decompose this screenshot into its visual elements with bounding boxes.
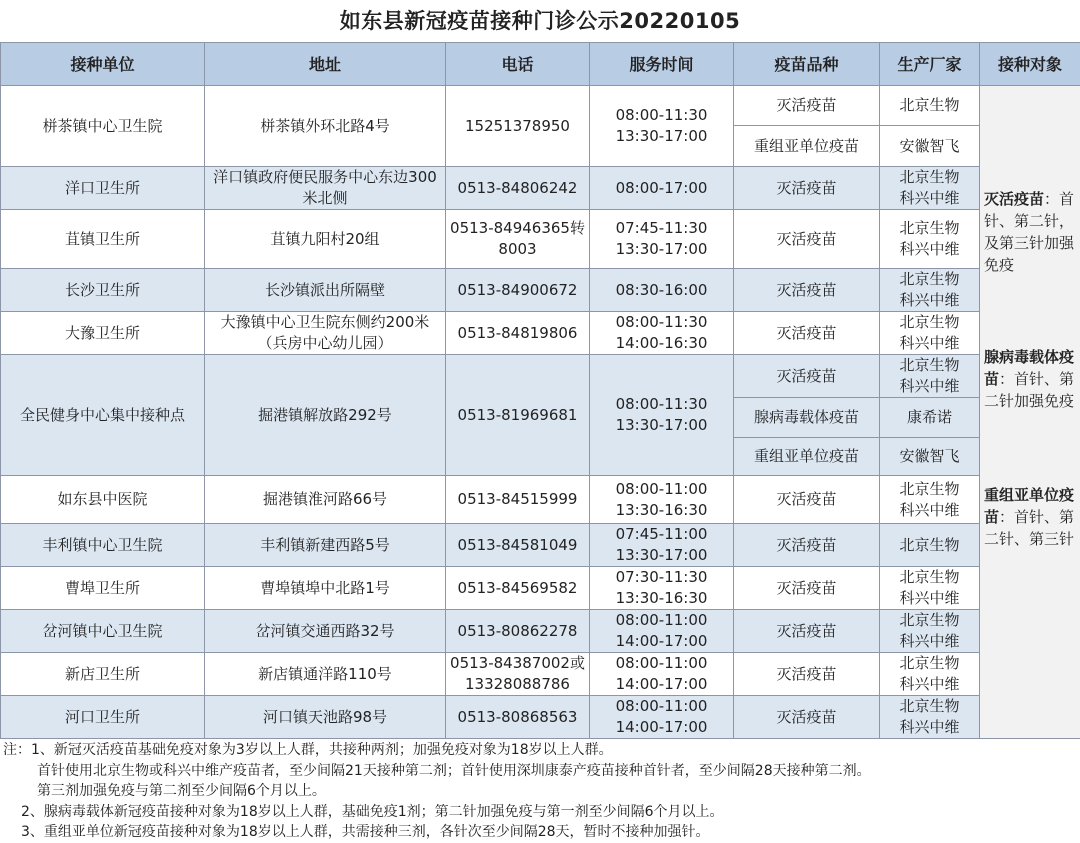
cell-vaccine-type: 灭活疫苗 <box>734 269 880 312</box>
note-line: 3、重组亚单位新冠疫苗接种对象为18岁以上人群，共需接种三剂，各针次至少间隔28天，暂时不接种加强针。 <box>3 822 1080 843</box>
cell-time: 08:00-11:30 13:30-17:00 <box>590 86 734 167</box>
page-title: 如东县新冠疫苗接种门诊公示20220105 <box>0 0 1080 42</box>
header-phone: 电话 <box>446 43 590 86</box>
target-block <box>984 412 1076 550</box>
cell-unit: 苴镇卫生所 <box>1 210 205 269</box>
cell-maker: 北京生物 科兴中维 <box>880 269 980 312</box>
cell-vaccine-type: 腺病毒载体疫苗 <box>734 398 880 438</box>
cell-vaccine-type: 灭活疫苗 <box>734 355 880 398</box>
cell-unit: 曹埠卫生所 <box>1 567 205 610</box>
cell-phone: 15251378950 <box>446 86 590 167</box>
table-row <box>1 567 1080 610</box>
cell-address: 大豫镇中心卫生院东侧约200米（兵房中心幼儿园） <box>205 312 446 355</box>
note-line: 首针使用北京生物或科兴中维产疫苗者，至少间隔21天接种第二剂；首针使用深圳康泰产疫苗接种首针者，至少间隔28天接种第二剂。 <box>3 761 1080 782</box>
cell-phone: 0513-84900672 <box>446 269 590 312</box>
cell-address: 苴镇九阳村20组 <box>205 210 446 269</box>
cell-maker: 北京生物 <box>880 524 980 567</box>
cell-maker: 康希诺 <box>880 398 980 438</box>
cell-address: 长沙镇派出所隔壁 <box>205 269 446 312</box>
cell-time: 08:00-11:00 14:00-17:00 <box>590 696 734 739</box>
cell-maker: 北京生物 科兴中维 <box>880 476 980 524</box>
table-row <box>1 696 1080 739</box>
cell-unit: 新店卫生所 <box>1 653 205 696</box>
target-description: ：首针、第二针加强免疫 <box>984 370 1074 410</box>
note-line: 2、腺病毒载体新冠疫苗接种对象为18岁以上人群，基础免疫1剂；第二针加强免疫与第一剂至少间隔6个月以上。 <box>3 802 1080 823</box>
header-vaccine: 疫苗品种 <box>734 43 880 86</box>
cell-phone: 0513-84581049 <box>446 524 590 567</box>
header-address: 地址 <box>205 43 446 86</box>
cell-maker: 北京生物 科兴中维 <box>880 210 980 269</box>
cell-vaccine-type: 重组亚单位疫苗 <box>734 126 880 167</box>
header-target: 接种对象 <box>980 43 1080 86</box>
cell-maker: 北京生物 科兴中维 <box>880 355 980 398</box>
cell-phone: 0513-84515999 <box>446 476 590 524</box>
table-row <box>1 653 1080 696</box>
cell-vaccine-type: 灭活疫苗 <box>734 696 880 739</box>
target-description: ：首针、第二针，及第三针加强免疫 <box>984 190 1074 274</box>
cell-unit: 大豫卫生所 <box>1 312 205 355</box>
table-row <box>1 524 1080 567</box>
cell-phone: 0513-84819806 <box>446 312 590 355</box>
target-vaccine-name: 重组亚单位疫苗 <box>984 486 1074 526</box>
cell-time: 08:00-11:00 14:00-17:00 <box>590 653 734 696</box>
cell-phone: 0513-81969681 <box>446 355 590 476</box>
cell-maker: 北京生物 科兴中维 <box>880 653 980 696</box>
cell-phone: 0513-84806242 <box>446 167 590 210</box>
cell-time: 08:00-17:00 <box>590 167 734 210</box>
cell-maker: 北京生物 科兴中维 <box>880 610 980 653</box>
cell-address: 栟茶镇外环北路4号 <box>205 86 446 167</box>
cell-unit: 丰利镇中心卫生院 <box>1 524 205 567</box>
target-vaccine-name: 灭活疫苗 <box>984 190 1044 208</box>
cell-address: 掘港镇解放路292号 <box>205 355 446 476</box>
note-line: 注：1、新冠灭活疫苗基础免疫对象为3岁以上人群，共接种两剂；加强免疫对象为18岁以上人群。 <box>3 740 1080 761</box>
target-vaccine-name: 腺病毒载体疫苗 <box>984 348 1074 388</box>
cell-vaccine-type: 灭活疫苗 <box>734 653 880 696</box>
cell-unit: 岔河镇中心卫生院 <box>1 610 205 653</box>
header-maker: 生产厂家 <box>880 43 980 86</box>
cell-vaccine-type: 重组亚单位疫苗 <box>734 438 880 476</box>
table-row <box>1 86 1080 126</box>
cell-vaccine-type: 灭活疫苗 <box>734 210 880 269</box>
cell-time: 07:45-11:00 13:30-17:00 <box>590 524 734 567</box>
clinic-table <box>0 42 1080 739</box>
cell-target <box>980 86 1080 739</box>
cell-address: 河口镇天池路98号 <box>205 696 446 739</box>
table-row <box>1 167 1080 210</box>
cell-time: 08:00-11:00 13:30-16:30 <box>590 476 734 524</box>
cell-phone: 0513-84569582 <box>446 567 590 610</box>
table-row <box>1 355 1080 398</box>
cell-address: 洋口镇政府便民服务中心东边300米北侧 <box>205 167 446 210</box>
cell-maker: 北京生物 科兴中维 <box>880 167 980 210</box>
table-row <box>1 476 1080 524</box>
cell-address: 丰利镇新建西路5号 <box>205 524 446 567</box>
target-block <box>984 276 1076 412</box>
cell-unit: 栟茶镇中心卫生院 <box>1 86 205 167</box>
note-line: 第三剂加强免疫与第二剂至少间隔6个月以上。 <box>3 781 1080 802</box>
cell-unit: 河口卫生所 <box>1 696 205 739</box>
cell-maker: 北京生物 科兴中维 <box>880 696 980 739</box>
table-row <box>1 269 1080 312</box>
cell-maker: 北京生物 <box>880 86 980 126</box>
cell-phone: 0513-80868563 <box>446 696 590 739</box>
cell-phone: 0513-80862278 <box>446 610 590 653</box>
cell-time: 08:00-11:00 14:00-17:00 <box>590 610 734 653</box>
table-row <box>1 312 1080 355</box>
table-row <box>1 610 1080 653</box>
cell-unit: 洋口卫生所 <box>1 167 205 210</box>
header-time: 服务时间 <box>590 43 734 86</box>
cell-vaccine-type: 灭活疫苗 <box>734 167 880 210</box>
cell-vaccine-type: 灭活疫苗 <box>734 86 880 126</box>
cell-address: 曹埠镇埠中北路1号 <box>205 567 446 610</box>
cell-time: 07:30-11:30 13:30-16:30 <box>590 567 734 610</box>
cell-time: 07:45-11:30 13:30-17:00 <box>590 210 734 269</box>
cell-vaccine-type: 灭活疫苗 <box>734 476 880 524</box>
cell-maker: 安徽智飞 <box>880 438 980 476</box>
cell-time: 08:30-16:00 <box>590 269 734 312</box>
cell-address: 掘港镇淮河路66号 <box>205 476 446 524</box>
cell-time: 08:00-11:30 13:30-17:00 <box>590 355 734 476</box>
cell-maker: 北京生物 科兴中维 <box>880 312 980 355</box>
cell-vaccine-type: 灭活疫苗 <box>734 524 880 567</box>
cell-unit: 长沙卫生所 <box>1 269 205 312</box>
cell-vaccine-type: 灭活疫苗 <box>734 567 880 610</box>
table-row <box>1 210 1080 269</box>
cell-address: 新店镇通洋路110号 <box>205 653 446 696</box>
cell-phone: 0513-84946365转8003 <box>446 210 590 269</box>
target-description: ：首针、第二针、第三针 <box>984 508 1074 548</box>
cell-unit: 如东县中医院 <box>1 476 205 524</box>
cell-maker: 北京生物 科兴中维 <box>880 567 980 610</box>
header-unit: 接种单位 <box>1 43 205 86</box>
target-block <box>984 86 1076 276</box>
cell-vaccine-type: 灭活疫苗 <box>734 312 880 355</box>
cell-vaccine-type: 灭活疫苗 <box>734 610 880 653</box>
cell-unit: 全民健身中心集中接种点 <box>1 355 205 476</box>
cell-maker: 安徽智飞 <box>880 126 980 167</box>
cell-address: 岔河镇交通西路32号 <box>205 610 446 653</box>
cell-phone: 0513-84387002或13328088786 <box>446 653 590 696</box>
cell-time: 08:00-11:30 14:00-16:30 <box>590 312 734 355</box>
table-header-row <box>1 43 1080 86</box>
